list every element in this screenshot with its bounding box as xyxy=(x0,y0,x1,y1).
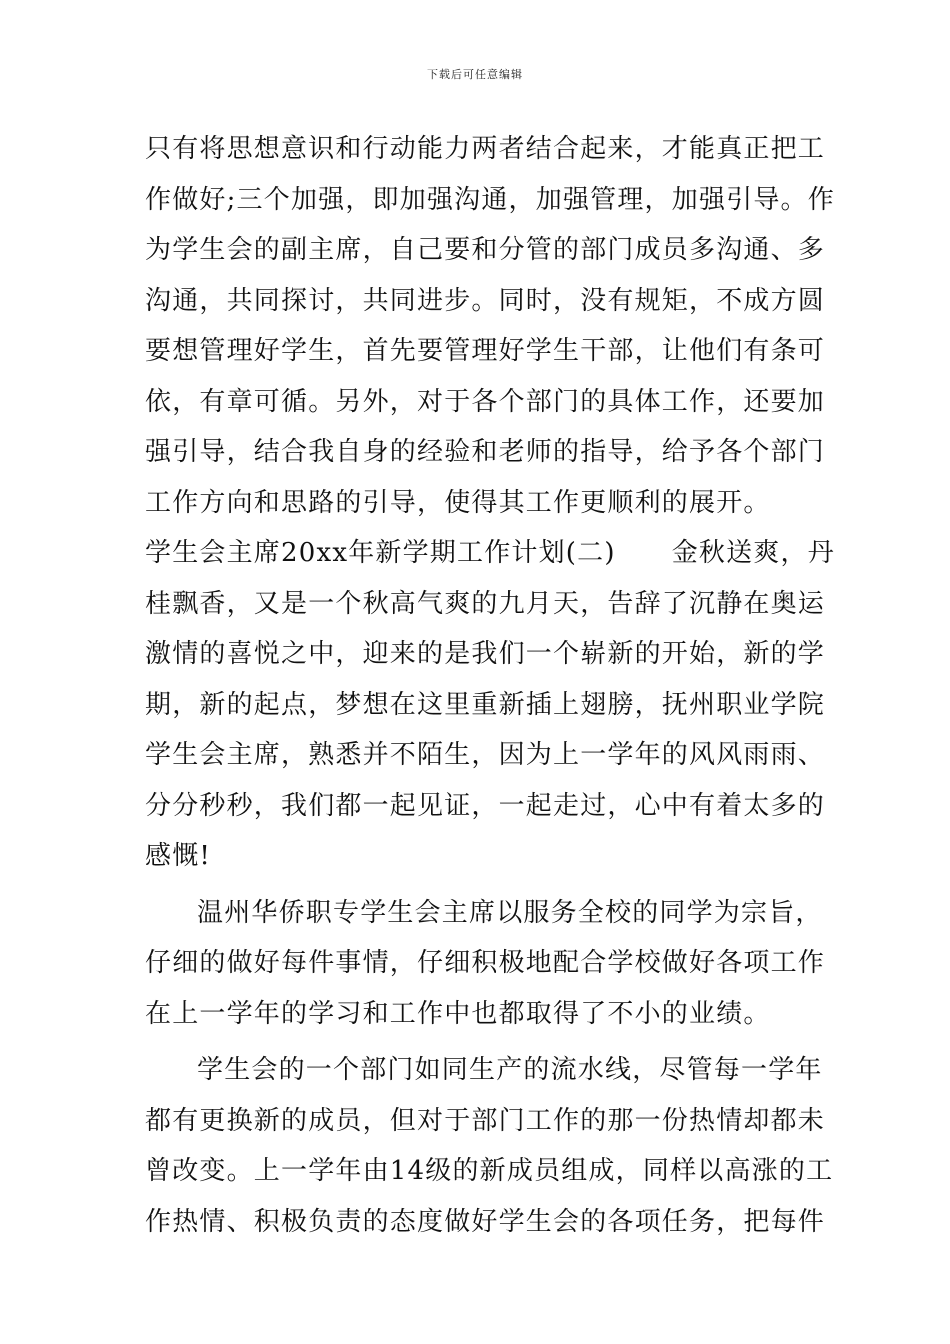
text-line-start: 金秋送爽，丹 xyxy=(671,538,835,568)
paragraph-3 xyxy=(145,888,826,1040)
paragraph-2 xyxy=(145,528,835,882)
text-line: 强引导，结合我自身的经验和老师的指导，给予各个部门 xyxy=(145,437,826,467)
text-line: 都有更换新的成员，但对于部门工作的那一份热情却都未 xyxy=(145,1105,826,1136)
text-line: 桂飘香，又是一个秋高气爽的九月天，告辞了沉静在奥运 xyxy=(145,588,826,619)
text-line: 为学生会的副主席，自己要和分管的部门成员多沟通、多 xyxy=(145,235,826,265)
text-line: 工作方向和思路的引导，使得其工作更顺利的展开。 xyxy=(145,487,771,518)
text-line: 学生会主席，熟悉并不陌生，因为上一学年的风风雨雨、 xyxy=(145,740,826,770)
text-line: 作做好;三个加强，即加强沟通，加强管理，加强引导。作 xyxy=(145,184,835,215)
text-line: 期，新的起点，梦想在这里重新插上翅膀，抚州职业学院 xyxy=(145,689,826,720)
text-line: 温州华侨职专学生会主席以服务全校的同学为宗旨， xyxy=(197,897,823,928)
text-line: 仔细的做好每件事情，仔细积极地配合学校做好各项工作 xyxy=(145,948,826,978)
page-header-note: 下载后可任意编辑 xyxy=(427,68,523,81)
text-line: 曾改变。上一学年由14级的新成员组成，同样以高涨的工 xyxy=(145,1156,834,1186)
document-body xyxy=(145,124,835,1247)
text-line: 作热情、积极负责的态度做好学生会的各项任务，把每件 xyxy=(145,1206,826,1237)
text-line: 在上一学年的学习和工作中也都取得了不小的业绩。 xyxy=(145,998,771,1029)
text-line: 依，有章可循。另外，对于各个部门的具体工作，还要加 xyxy=(145,386,826,417)
text-line: 激情的喜悦之中，迎来的是我们一个崭新的开始，新的学 xyxy=(145,639,826,669)
paragraph-4 xyxy=(145,1045,834,1247)
section-title-line xyxy=(145,528,835,579)
text-line: 要想管理好学生，首先要管理好学生干部，让他们有条可 xyxy=(145,336,826,366)
paragraph-1 xyxy=(145,124,835,528)
section-title: 学生会主席20xx年新学期工作计划(二) xyxy=(145,538,616,568)
text-line: 学生会的一个部门如同生产的流水线，尽管每一学年 xyxy=(197,1055,823,1085)
text-line: 只有将思想意识和行动能力两者结合起来，才能真正把工 xyxy=(145,134,826,164)
text-line: 分分秒秒，我们都一起见证，一起走过，心中有着太多的 xyxy=(145,790,826,821)
text-line: 沟通，共同探讨，共同进步。同时，没有规矩，不成方圆 xyxy=(145,285,826,316)
text-line: 感慨! xyxy=(145,841,212,871)
